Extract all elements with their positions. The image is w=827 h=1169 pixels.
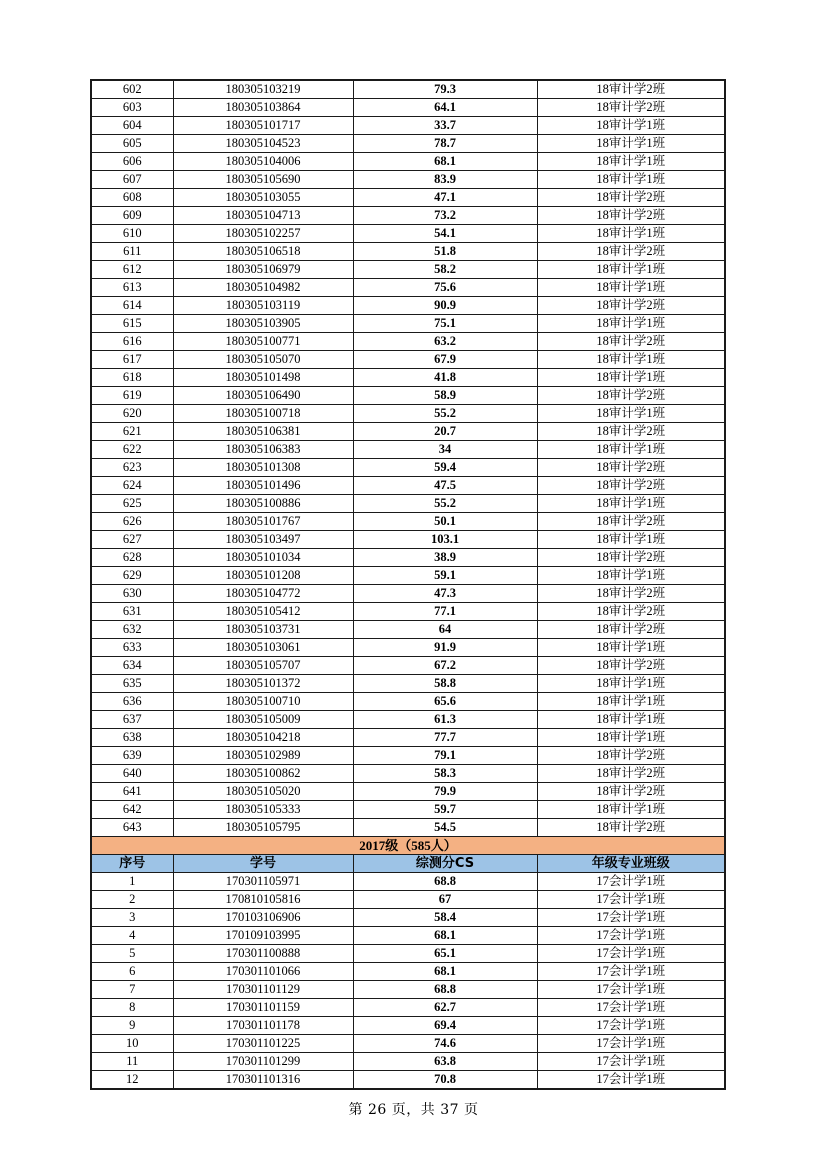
cell-index: 604 [91,117,173,135]
cell-student-id: 180305100862 [173,765,353,783]
cell-student-id: 180305105795 [173,819,353,837]
cell-score: 65.6 [353,693,537,711]
cell-score: 58.8 [353,675,537,693]
cell-class: 17会计学1班 [537,873,725,891]
cell-index: 642 [91,801,173,819]
cell-class: 18审计学2班 [537,207,725,225]
cell-score: 68.8 [353,981,537,999]
cell-class: 18审计学1班 [537,135,725,153]
cell-class: 17会计学1班 [537,927,725,945]
cell-class: 18审计学2班 [537,765,725,783]
table-row [91,189,725,207]
cell-index: 631 [91,603,173,621]
cell-score: 70.8 [353,1071,537,1090]
cell-score: 61.3 [353,711,537,729]
cell-index: 630 [91,585,173,603]
cell-score: 59.7 [353,801,537,819]
cell-class: 18审计学1班 [537,639,725,657]
cell-score: 63.8 [353,1053,537,1071]
cell-student-id: 180305103864 [173,99,353,117]
table-row [91,549,725,567]
cell-class: 18审计学2班 [537,477,725,495]
cell-score: 62.7 [353,999,537,1017]
cell-index: 12 [91,1071,173,1090]
cell-index: 638 [91,729,173,747]
cell-student-id: 170301101299 [173,1053,353,1071]
cell-class: 17会计学1班 [537,891,725,909]
cell-class: 18审计学2班 [537,459,725,477]
cell-student-id: 180305100771 [173,333,353,351]
table-row [91,873,725,891]
cell-student-id: 180305104982 [173,279,353,297]
cell-class: 18审计学1班 [537,315,725,333]
cell-index: 6 [91,963,173,981]
cell-score: 38.9 [353,549,537,567]
cell-class: 17会计学1班 [537,945,725,963]
table-row [91,1053,725,1071]
cell-index: 9 [91,1017,173,1035]
cell-index: 624 [91,477,173,495]
cell-index: 614 [91,297,173,315]
cell-student-id: 180305104006 [173,153,353,171]
cell-class: 18审计学2班 [537,783,725,801]
cell-index: 623 [91,459,173,477]
section-title: 2017级（585人） [91,837,725,855]
cell-score: 68.8 [353,873,537,891]
cell-student-id: 180305106490 [173,387,353,405]
cell-student-id: 180305103119 [173,297,353,315]
cell-index: 640 [91,765,173,783]
table-row [91,1017,725,1035]
cell-score: 68.1 [353,153,537,171]
cell-student-id: 180305105707 [173,657,353,675]
cell-score: 75.1 [353,315,537,333]
cell-index: 639 [91,747,173,765]
table-row [91,423,725,441]
cell-student-id: 180305100718 [173,405,353,423]
cell-score: 77.1 [353,603,537,621]
header-student-id: 学号 [173,855,353,873]
cell-student-id: 170810105816 [173,891,353,909]
cell-score: 54.5 [353,819,537,837]
cell-student-id: 170301101178 [173,1017,353,1035]
cell-class: 18审计学1班 [537,495,725,513]
cell-student-id: 180305101496 [173,477,353,495]
cell-score: 34 [353,441,537,459]
table-row [91,459,725,477]
cell-index: 2 [91,891,173,909]
cell-score: 59.1 [353,567,537,585]
header-index: 序号 [91,855,173,873]
cell-index: 612 [91,261,173,279]
cell-score: 79.1 [353,747,537,765]
cell-index: 3 [91,909,173,927]
cell-student-id: 180305105009 [173,711,353,729]
cell-class: 18审计学2班 [537,621,725,639]
cell-index: 10 [91,1035,173,1053]
table-row [91,819,725,837]
cell-class: 17会计学1班 [537,999,725,1017]
cell-index: 4 [91,927,173,945]
cell-index: 7 [91,981,173,999]
cell-class: 18审计学2班 [537,243,725,261]
cell-score: 74.6 [353,1035,537,1053]
cell-index: 632 [91,621,173,639]
cell-student-id: 180305106383 [173,441,353,459]
cell-class: 18审计学2班 [537,423,725,441]
cell-student-id: 180305105412 [173,603,353,621]
cell-index: 625 [91,495,173,513]
cell-class: 17会计学1班 [537,1035,725,1053]
cell-index: 615 [91,315,173,333]
table-row [91,261,725,279]
cell-index: 643 [91,819,173,837]
cell-class: 18审计学2班 [537,747,725,765]
cell-score: 103.1 [353,531,537,549]
cell-class: 18审计学2班 [537,80,725,99]
cell-student-id: 180305101767 [173,513,353,531]
cell-class: 17会计学1班 [537,1017,725,1035]
cell-index: 1 [91,873,173,891]
cell-score: 20.7 [353,423,537,441]
table-row [91,315,725,333]
cell-student-id: 180305103497 [173,531,353,549]
cell-class: 17会计学1班 [537,1071,725,1090]
cell-student-id: 180305102989 [173,747,353,765]
table-body-2018 [91,80,725,837]
cell-class: 17会计学1班 [537,909,725,927]
cell-student-id: 180305101498 [173,369,353,387]
cell-class: 17会计学1班 [537,1053,725,1071]
cell-score: 75.6 [353,279,537,297]
cell-class: 18审计学1班 [537,351,725,369]
cell-score: 67.9 [353,351,537,369]
table-row [91,531,725,549]
cell-student-id: 180305106979 [173,261,353,279]
cell-score: 55.2 [353,405,537,423]
cell-class: 18审计学1班 [537,711,725,729]
table-row [91,405,725,423]
cell-index: 628 [91,549,173,567]
cell-student-id: 170103106906 [173,909,353,927]
cell-class: 18审计学2班 [537,657,725,675]
table-row [91,603,725,621]
table-row [91,945,725,963]
cell-score: 78.7 [353,135,537,153]
cell-score: 51.8 [353,243,537,261]
cell-student-id: 180305101372 [173,675,353,693]
table-row [91,153,725,171]
cell-score: 69.4 [353,1017,537,1035]
table-row [91,747,725,765]
cell-index: 626 [91,513,173,531]
cell-score: 67 [353,891,537,909]
cell-score: 58.3 [353,765,537,783]
cell-student-id: 180305101308 [173,459,353,477]
cell-index: 619 [91,387,173,405]
cell-index: 605 [91,135,173,153]
table-row [91,1071,725,1090]
table-row [91,567,725,585]
cell-score: 47.1 [353,189,537,207]
cell-score: 64 [353,621,537,639]
cell-score: 33.7 [353,117,537,135]
cell-student-id: 180305103055 [173,189,353,207]
cell-class: 17会计学1班 [537,981,725,999]
cell-index: 634 [91,657,173,675]
cell-class: 18审计学1班 [537,225,725,243]
cell-index: 620 [91,405,173,423]
cell-index: 616 [91,333,173,351]
table-row [91,225,725,243]
cell-index: 608 [91,189,173,207]
cell-score: 68.1 [353,963,537,981]
cell-index: 602 [91,80,173,99]
cell-index: 610 [91,225,173,243]
cell-student-id: 180305104713 [173,207,353,225]
score-table [90,79,726,1090]
cell-score: 54.1 [353,225,537,243]
cell-class: 18审计学1班 [537,405,725,423]
table-row [91,279,725,297]
cell-score: 58.4 [353,909,537,927]
cell-class: 18审计学1班 [537,693,725,711]
table-row [91,657,725,675]
cell-index: 603 [91,99,173,117]
cell-class: 18审计学2班 [537,189,725,207]
cell-index: 611 [91,243,173,261]
cell-index: 635 [91,675,173,693]
header-score: 综测分CS [353,855,537,873]
cell-score: 47.3 [353,585,537,603]
table-row [91,495,725,513]
section-title-row [91,837,725,855]
table-row [91,477,725,495]
cell-student-id: 180305106381 [173,423,353,441]
cell-student-id: 170301105971 [173,873,353,891]
cell-student-id: 180305103219 [173,80,353,99]
cell-score: 67.2 [353,657,537,675]
cell-index: 621 [91,423,173,441]
cell-index: 641 [91,783,173,801]
table-row [91,585,725,603]
cell-class: 18审计学2班 [537,549,725,567]
table-row [91,927,725,945]
cell-index: 633 [91,639,173,657]
cell-index: 607 [91,171,173,189]
cell-score: 59.4 [353,459,537,477]
cell-index: 8 [91,999,173,1017]
cell-student-id: 180305104772 [173,585,353,603]
cell-student-id: 180305100886 [173,495,353,513]
cell-index: 606 [91,153,173,171]
cell-class: 18审计学1班 [537,153,725,171]
cell-class: 18审计学1班 [537,441,725,459]
cell-score: 63.2 [353,333,537,351]
cell-student-id: 180305102257 [173,225,353,243]
cell-student-id: 180305101717 [173,117,353,135]
table-row [91,351,725,369]
cell-class: 18审计学1班 [537,729,725,747]
cell-student-id: 170301101159 [173,999,353,1017]
cell-student-id: 170301101316 [173,1071,353,1090]
cell-score: 83.9 [353,171,537,189]
table-row [91,801,725,819]
cell-index: 609 [91,207,173,225]
cell-student-id: 180305100710 [173,693,353,711]
table-row [91,621,725,639]
table-row [91,297,725,315]
table-row [91,711,725,729]
cell-score: 64.1 [353,99,537,117]
table-row [91,693,725,711]
cell-class: 18审计学1班 [537,279,725,297]
cell-student-id: 170109103995 [173,927,353,945]
cell-student-id: 180305103905 [173,315,353,333]
cell-index: 622 [91,441,173,459]
table-row [91,1035,725,1053]
cell-student-id: 180305105690 [173,171,353,189]
cell-class: 18审计学2班 [537,99,725,117]
table-row [91,171,725,189]
cell-class: 18审计学2班 [537,333,725,351]
cell-class: 18审计学1班 [537,567,725,585]
cell-score: 79.9 [353,783,537,801]
cell-score: 55.2 [353,495,537,513]
cell-index: 613 [91,279,173,297]
cell-class: 18审计学1班 [537,117,725,135]
cell-class: 18审计学2班 [537,297,725,315]
cell-score: 58.2 [353,261,537,279]
table-body-2017 [91,873,725,1090]
cell-student-id: 180305104218 [173,729,353,747]
table-row [91,369,725,387]
table-row [91,765,725,783]
cell-class: 18审计学2班 [537,819,725,837]
table-row [91,117,725,135]
section-2017 [91,837,725,873]
table-row [91,891,725,909]
table-row [91,639,725,657]
cell-class: 18审计学2班 [537,603,725,621]
cell-student-id: 170301101066 [173,963,353,981]
cell-student-id: 170301100888 [173,945,353,963]
cell-score: 79.3 [353,80,537,99]
cell-score: 90.9 [353,297,537,315]
cell-score: 58.9 [353,387,537,405]
table-row [91,999,725,1017]
cell-index: 629 [91,567,173,585]
table-row [91,80,725,99]
cell-score: 50.1 [353,513,537,531]
cell-student-id: 180305106518 [173,243,353,261]
cell-score: 65.1 [353,945,537,963]
header-class: 年级专业班级 [537,855,725,873]
cell-class: 18审计学2班 [537,585,725,603]
cell-score: 77.7 [353,729,537,747]
cell-score: 91.9 [353,639,537,657]
column-header-row [91,855,725,873]
cell-student-id: 180305103061 [173,639,353,657]
table-row [91,675,725,693]
cell-index: 11 [91,1053,173,1071]
cell-index: 617 [91,351,173,369]
cell-class: 18审计学1班 [537,369,725,387]
cell-class: 18审计学1班 [537,261,725,279]
table-row [91,135,725,153]
cell-index: 5 [91,945,173,963]
cell-class: 18审计学1班 [537,675,725,693]
cell-student-id: 180305103731 [173,621,353,639]
table-row [91,513,725,531]
cell-class: 18审计学2班 [537,513,725,531]
cell-score: 73.2 [353,207,537,225]
cell-student-id: 180305105070 [173,351,353,369]
cell-student-id: 180305101034 [173,549,353,567]
cell-index: 637 [91,711,173,729]
cell-student-id: 180305105020 [173,783,353,801]
table-row [91,243,725,261]
cell-student-id: 180305105333 [173,801,353,819]
table-row [91,333,725,351]
table-row [91,981,725,999]
cell-student-id: 170301101225 [173,1035,353,1053]
cell-class: 18审计学1班 [537,171,725,189]
table-row [91,441,725,459]
cell-class: 18审计学2班 [537,387,725,405]
cell-class: 18审计学1班 [537,531,725,549]
cell-index: 636 [91,693,173,711]
cell-score: 68.1 [353,927,537,945]
cell-class: 17会计学1班 [537,963,725,981]
cell-index: 627 [91,531,173,549]
table-row [91,909,725,927]
cell-index: 618 [91,369,173,387]
table-row [91,99,725,117]
cell-class: 18审计学1班 [537,801,725,819]
table-row [91,963,725,981]
page-footer: 第 26 页，共 37 页 [348,1102,479,1118]
cell-score: 47.5 [353,477,537,495]
cell-student-id: 180305101208 [173,567,353,585]
table-row [91,387,725,405]
table-row [91,783,725,801]
cell-student-id: 180305104523 [173,135,353,153]
cell-student-id: 170301101129 [173,981,353,999]
cell-score: 41.8 [353,369,537,387]
table-row [91,207,725,225]
table-row [91,729,725,747]
